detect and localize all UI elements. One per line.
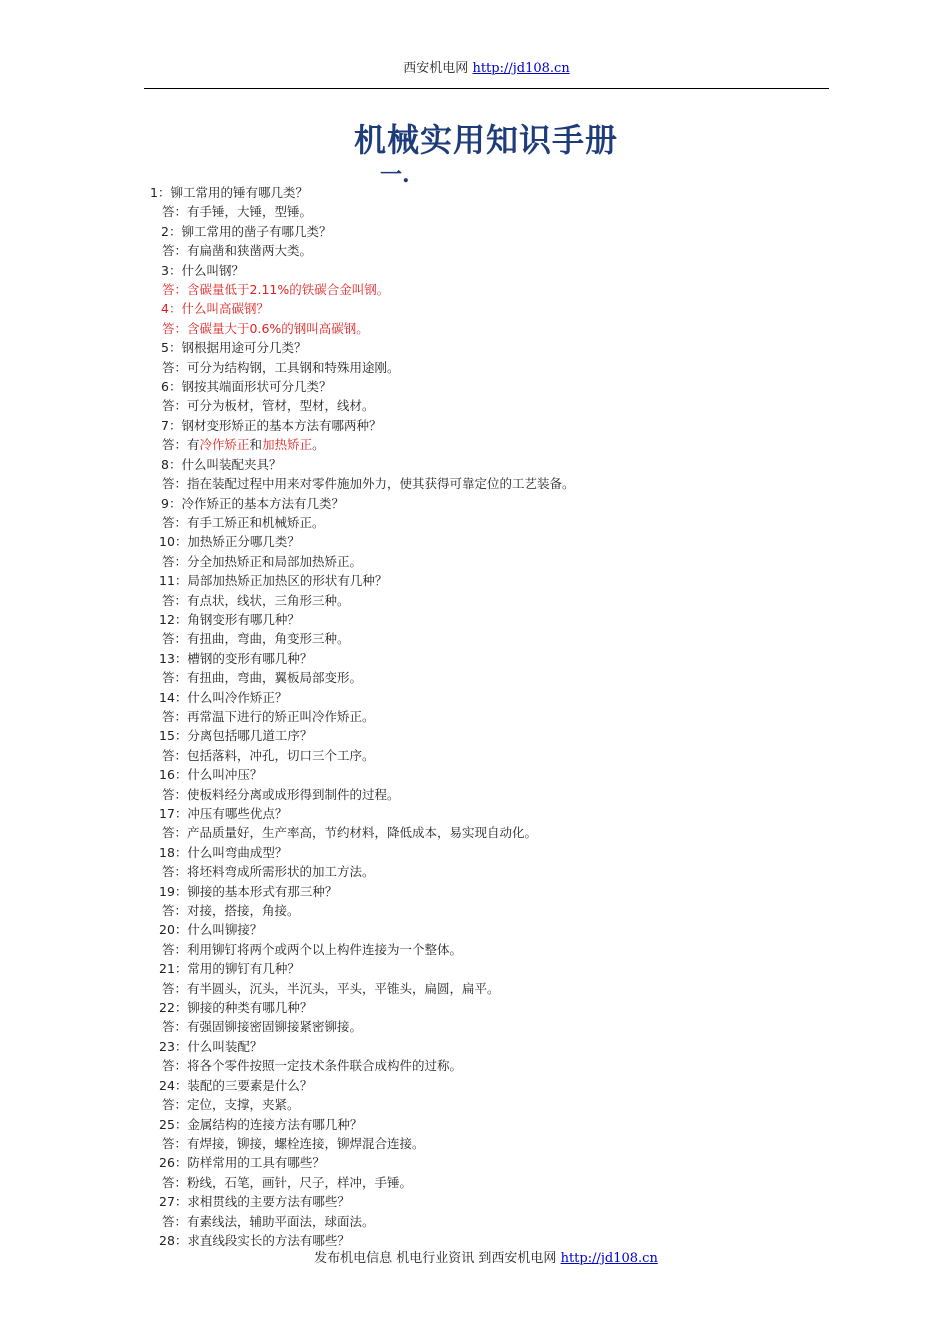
answer-prefix: 答： xyxy=(162,1019,188,1035)
answer-row xyxy=(150,474,850,493)
answer-prefix: 答： xyxy=(162,359,188,375)
answer-row xyxy=(150,1017,850,1036)
answer-row xyxy=(150,552,850,571)
answer-text: 再常温下进行的矫正叫冷作矫正。 xyxy=(187,708,375,724)
question-number: 20 xyxy=(159,922,175,938)
question-text: 铆接的种类有哪几种？ xyxy=(187,1000,313,1016)
answer-prefix: 答： xyxy=(162,204,188,220)
answer-row xyxy=(150,629,850,648)
question-text: 金属结构的连接方法有哪几种？ xyxy=(187,1116,363,1132)
question-number: 23 xyxy=(159,1038,175,1054)
answer-prefix: 答： xyxy=(162,747,188,763)
question-number: 19 xyxy=(159,883,175,899)
question-text: 什么叫铆接？ xyxy=(187,922,263,938)
answer-highlight: 冷作矫正 xyxy=(199,437,250,453)
question-text: 装配的三要素是什么？ xyxy=(187,1077,313,1093)
question-number: 6 xyxy=(161,379,169,395)
question-colon: ： xyxy=(168,223,182,239)
answer-text-post: 的钢叫高碳钢。 xyxy=(281,320,369,336)
question-colon: ： xyxy=(168,495,182,511)
answer-text: 有手锤，大锤，型锤。 xyxy=(187,204,313,220)
question-row xyxy=(150,338,850,357)
answer-text: 有手工矫正和机械矫正。 xyxy=(187,514,325,530)
answer-row xyxy=(150,862,850,881)
question-row xyxy=(150,804,850,823)
answer-row xyxy=(150,435,850,454)
answer-prefix: 答： xyxy=(162,1213,188,1229)
answer-prefix: 答： xyxy=(162,514,188,530)
question-row xyxy=(150,843,850,862)
question-colon: ： xyxy=(174,1000,188,1016)
answer-text: 将坯料弯成所需形状的加工方法。 xyxy=(187,864,375,880)
question-colon: ： xyxy=(174,650,188,666)
question-row xyxy=(150,494,850,513)
question-colon: ： xyxy=(174,961,188,977)
question-row xyxy=(150,882,850,901)
answer-prefix: 答： xyxy=(162,825,188,841)
question-text: 局部加热矫正加热区的形状有几种？ xyxy=(187,573,388,589)
question-text: 加热矫正分哪几类？ xyxy=(187,534,300,550)
answer-prefix: 答： xyxy=(162,1174,188,1190)
question-text: 钢按其端面形状可分几类？ xyxy=(181,379,332,395)
question-number: 21 xyxy=(159,961,175,977)
question-row xyxy=(150,998,850,1017)
qa-list xyxy=(150,183,850,1250)
answer-prefix: 答： xyxy=(162,437,188,453)
answer-row xyxy=(150,1134,850,1153)
question-text: 分离包括哪几道工序？ xyxy=(187,728,313,744)
section-heading: 一. xyxy=(380,162,410,188)
question-text: 钢材变形矫正的基本方法有哪两种？ xyxy=(181,417,382,433)
answer-prefix: 答： xyxy=(162,1058,188,1074)
answer-text: 粉线，石笔，画针，尺子，样冲，手锤。 xyxy=(187,1174,413,1190)
question-text: 槽钢的变形有哪几种？ xyxy=(187,650,313,666)
question-number: 27 xyxy=(159,1194,175,1210)
answer-row xyxy=(150,785,850,804)
question-text: 求相贯线的主要方法有哪些？ xyxy=(187,1194,350,1210)
question-number: 15 xyxy=(159,728,175,744)
document-title: 机械实用知识手册 xyxy=(353,121,618,159)
question-row xyxy=(150,959,850,978)
answer-text: 利用铆钉将两个或两个以上构件连接为一个整体。 xyxy=(187,941,463,957)
answer-row xyxy=(150,396,850,415)
footer-link[interactable]: http://jd108.cn xyxy=(560,1251,658,1266)
answer-text: 分全加热矫正和局部加热矫正。 xyxy=(187,553,363,569)
question-number: 13 xyxy=(159,650,175,666)
question-text: 冲压有哪些优点？ xyxy=(187,806,288,821)
answer-row xyxy=(150,707,850,726)
question-row xyxy=(150,765,850,784)
question-text: 什么叫高碳钢？ xyxy=(181,301,269,317)
question-text: 求直线段实长的方法有哪些？ xyxy=(187,1232,350,1248)
question-text: 铆接的基本形式有那三种？ xyxy=(187,883,338,899)
question-colon: ： xyxy=(168,456,182,472)
question-colon: ： xyxy=(174,728,188,744)
question-number: 25 xyxy=(159,1116,175,1132)
question-text: 什么叫冲压？ xyxy=(187,767,263,783)
answer-number: 0.6% xyxy=(249,320,282,336)
answer-text: 定位，支撑，夹紧。 xyxy=(187,1097,300,1113)
answer-text: 有扭曲，弯曲，角变形三种。 xyxy=(187,631,350,647)
question-colon: ： xyxy=(157,185,171,200)
question-number: 14 xyxy=(159,689,175,705)
answer-text: 对接，搭接，角接。 xyxy=(187,903,300,919)
answer-text: 有半圆头，沉头，半沉头，平头，平锥头，扁圆，扁平。 xyxy=(187,980,500,996)
question-number: 4 xyxy=(161,301,169,317)
question-number: 18 xyxy=(159,844,175,860)
page-footer xyxy=(0,1247,950,1266)
answer-text: 可分为结构钢，工具钢和特殊用途刚。 xyxy=(187,359,400,375)
question-text: 什么叫弯曲成型？ xyxy=(187,844,288,860)
question-colon: ： xyxy=(168,340,182,356)
answer-text: 可分为板材，管材，型材，线材。 xyxy=(187,398,375,414)
answer-text: 有点状，线状，三角形三种。 xyxy=(187,592,350,608)
question-row xyxy=(150,1153,850,1172)
answer-prefix: 答： xyxy=(162,282,188,298)
question-colon: ： xyxy=(174,611,188,627)
question-row xyxy=(150,532,850,551)
question-row xyxy=(150,1192,850,1211)
answer-text: 有素线法，辅助平面法，球面法。 xyxy=(187,1213,375,1229)
answer-text-post: 。 xyxy=(312,437,325,453)
answer-prefix: 答： xyxy=(162,553,188,569)
question-number: 16 xyxy=(159,767,175,783)
question-number: 17 xyxy=(159,806,175,821)
question-text: 什么叫冷作矫正？ xyxy=(187,689,288,705)
question-row xyxy=(150,377,850,396)
answer-row xyxy=(150,1212,850,1231)
answer-prefix: 答： xyxy=(162,941,188,957)
answer-text: 有焊接，铆接，螺栓连接，铆焊混合连接。 xyxy=(187,1135,425,1151)
answer-row xyxy=(150,1095,850,1114)
header-site-name: 西安机电网 xyxy=(403,61,469,76)
answer-text: 有强固铆接密固铆接紧密铆接。 xyxy=(187,1019,363,1035)
question-row xyxy=(150,222,850,241)
question-colon: ： xyxy=(174,922,188,938)
question-row xyxy=(150,1115,850,1134)
question-colon: ： xyxy=(174,1116,188,1132)
question-number: 5 xyxy=(161,340,169,356)
answer-row xyxy=(150,901,850,920)
question-colon: ： xyxy=(168,262,182,278)
question-number: 9 xyxy=(161,495,169,511)
question-colon: ： xyxy=(174,1194,188,1210)
question-row xyxy=(150,1076,850,1095)
answer-text-mid: 和 xyxy=(249,437,263,453)
question-text: 防样常用的工具有哪些？ xyxy=(187,1155,325,1171)
question-colon: ： xyxy=(174,806,188,821)
question-colon: ： xyxy=(174,534,188,550)
answer-prefix: 答： xyxy=(162,592,188,608)
answer-row xyxy=(150,280,850,299)
question-colon: ： xyxy=(174,1077,188,1093)
answer-prefix: 答： xyxy=(162,631,188,647)
question-row xyxy=(150,726,850,745)
question-number: 24 xyxy=(159,1077,175,1093)
question-number: 10 xyxy=(159,534,175,550)
question-colon: ： xyxy=(174,1232,188,1248)
answer-text: 包括落料，冲孔，切口三个工序。 xyxy=(187,747,375,763)
question-colon: ： xyxy=(174,767,188,783)
answer-text-pre: 含碳量大于 xyxy=(187,320,250,336)
answer-prefix: 答： xyxy=(162,708,188,724)
answer-prefix: 答： xyxy=(162,476,188,492)
answer-prefix: 答： xyxy=(162,398,188,414)
question-colon: ： xyxy=(174,689,188,705)
answer-prefix: 答： xyxy=(162,320,188,336)
question-text: 什么叫装配夹具？ xyxy=(181,456,282,472)
answer-row xyxy=(150,668,850,687)
answer-row xyxy=(150,513,850,532)
answer-row xyxy=(150,202,850,221)
question-colon: ： xyxy=(174,1038,188,1054)
question-number: 26 xyxy=(159,1155,175,1171)
question-colon: ： xyxy=(168,417,182,433)
answer-row xyxy=(150,591,850,610)
answer-row xyxy=(150,1056,850,1075)
answer-row xyxy=(150,319,850,338)
question-number: 3 xyxy=(161,262,169,278)
answer-text: 有扁凿和狭凿两大类。 xyxy=(187,243,313,259)
question-row xyxy=(150,416,850,435)
question-row xyxy=(150,610,850,629)
question-colon: ： xyxy=(174,844,188,860)
question-number: 11 xyxy=(159,573,175,589)
question-number: 22 xyxy=(159,1000,175,1016)
question-colon: ： xyxy=(174,883,188,899)
answer-text: 指在装配过程中用来对零件施加外力，使其获得可靠定位的工艺装备。 xyxy=(187,476,575,492)
answer-row xyxy=(150,1173,850,1192)
question-number: 2 xyxy=(161,223,169,239)
answer-text-pre: 有 xyxy=(187,437,200,453)
answer-prefix: 答： xyxy=(162,786,188,802)
answer-prefix: 答： xyxy=(162,243,188,259)
question-row xyxy=(150,455,850,474)
page-header xyxy=(144,60,829,89)
answer-row xyxy=(150,746,850,765)
question-number: 28 xyxy=(159,1232,175,1248)
question-colon: ： xyxy=(168,379,182,395)
answer-text-pre: 含碳量低于 xyxy=(187,282,250,298)
question-text: 什么叫钢？ xyxy=(181,262,244,278)
answer-prefix: 答： xyxy=(162,903,188,919)
answer-text: 使板料经分离或成形得到制件的过程。 xyxy=(187,786,400,802)
answer-text: 产品质量好，生产率高，节约材料，降低成本，易实现自动化。 xyxy=(187,825,538,841)
answer-prefix: 答： xyxy=(162,1135,188,1151)
question-row xyxy=(150,688,850,707)
answer-row xyxy=(150,823,850,842)
question-row xyxy=(150,571,850,590)
question-row xyxy=(150,920,850,939)
answer-text: 有扭曲，弯曲，翼板局部变形。 xyxy=(187,670,363,686)
answer-row xyxy=(150,241,850,260)
header-link[interactable]: http://jd108.cn xyxy=(472,61,570,76)
question-number: 8 xyxy=(161,456,169,472)
question-text: 冷作矫正的基本方法有几类？ xyxy=(181,495,344,511)
answer-highlight: 加热矫正 xyxy=(262,437,313,453)
question-text: 钢根据用途可分几类？ xyxy=(181,340,307,356)
question-row xyxy=(150,261,850,280)
answer-row xyxy=(150,358,850,377)
answer-prefix: 答： xyxy=(162,1097,188,1113)
question-number: 7 xyxy=(161,417,169,433)
question-row xyxy=(150,1037,850,1056)
question-row xyxy=(150,183,850,202)
answer-text-post: 的铁碳合金叫钢。 xyxy=(289,282,390,298)
question-number: 12 xyxy=(159,611,175,627)
question-colon: ： xyxy=(174,1155,188,1171)
question-colon: ： xyxy=(168,301,182,317)
answer-prefix: 答： xyxy=(162,864,188,880)
answer-row xyxy=(150,979,850,998)
question-text: 铆工常用的锤有哪几类？ xyxy=(170,185,308,200)
question-row xyxy=(150,299,850,318)
question-text: 铆工常用的凿子有哪几类？ xyxy=(181,223,332,239)
question-text: 常用的铆钉有几种？ xyxy=(187,961,300,977)
question-text: 角钢变形有哪几种？ xyxy=(187,611,300,627)
answer-row xyxy=(150,940,850,959)
question-row xyxy=(150,649,850,668)
answer-prefix: 答： xyxy=(162,670,188,686)
answer-number: 2.11% xyxy=(249,282,290,298)
footer-text: 发布机电信息 机电行业资讯 到西安机电网 xyxy=(314,1251,557,1266)
answer-prefix: 答： xyxy=(162,980,188,996)
question-number: 1 xyxy=(150,185,158,200)
answer-text: 将各个零件按照一定技术条件联合成构件的过称。 xyxy=(187,1058,463,1074)
question-colon: ： xyxy=(174,573,188,589)
question-text: 什么叫装配？ xyxy=(187,1038,263,1054)
